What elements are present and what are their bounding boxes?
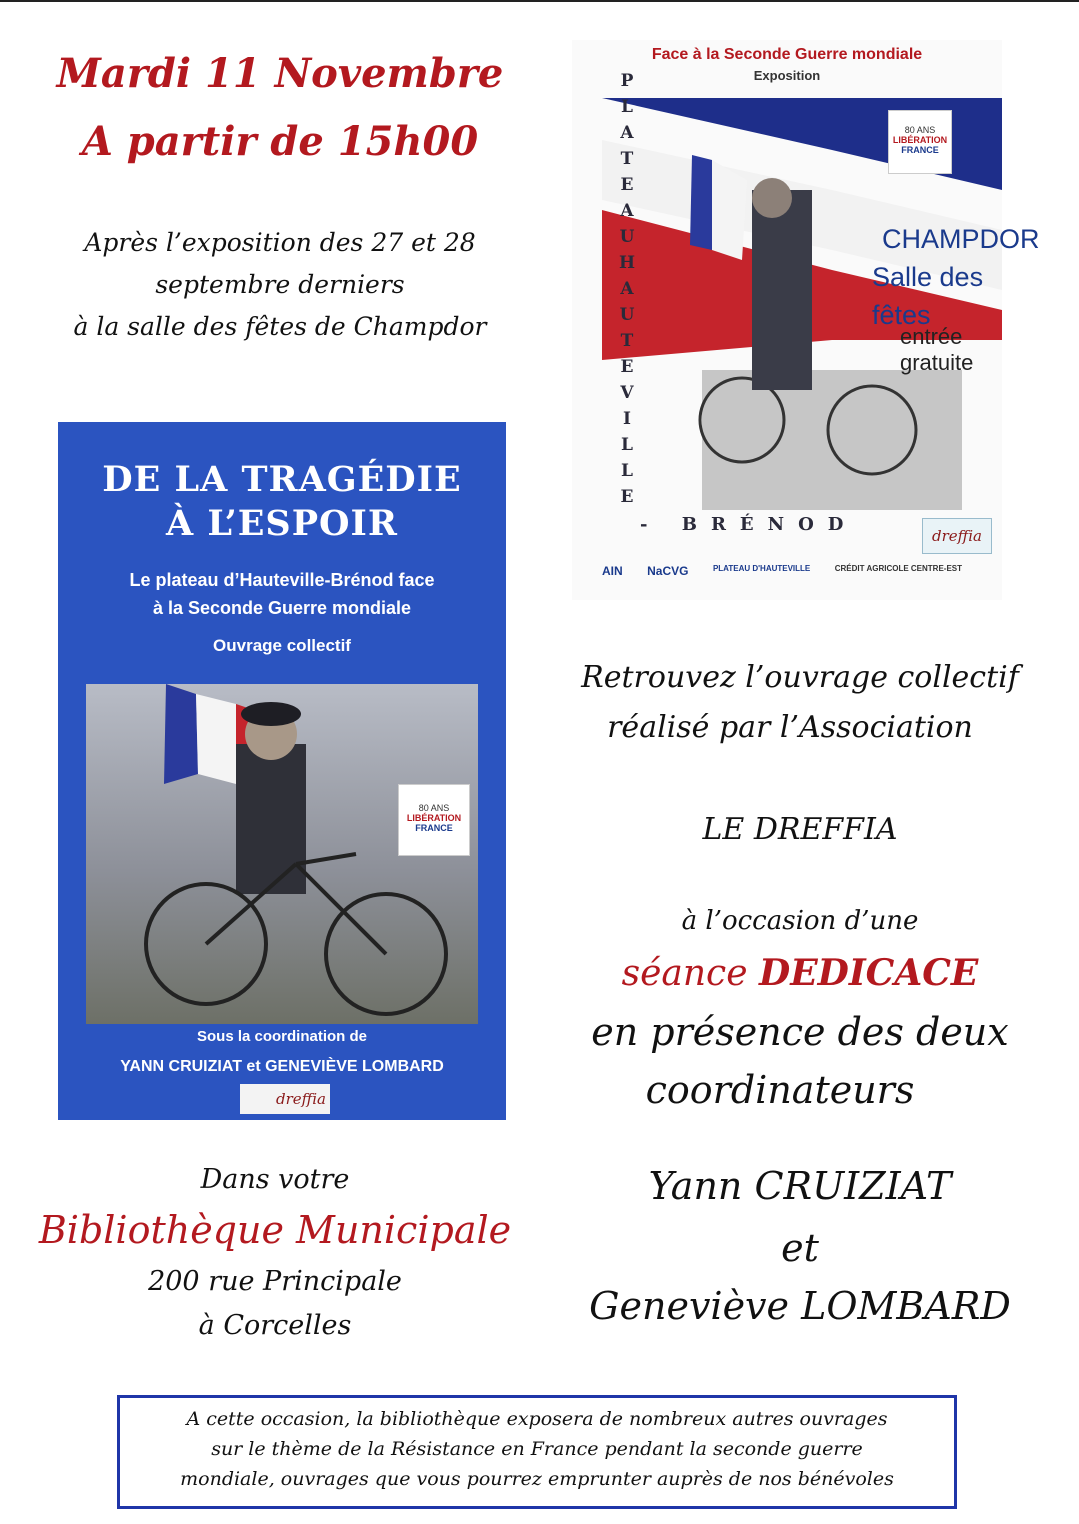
badge-line-2: LIBÉRATION xyxy=(892,135,948,145)
location-intro: Dans votre xyxy=(200,1164,350,1195)
liberation-badge xyxy=(888,110,952,174)
event-time: A partir de 15h00 xyxy=(81,118,479,165)
book-photo xyxy=(86,684,478,1024)
book-badge-line-2: LIBÉRATION xyxy=(406,813,462,823)
coordinator-name-1: Yann CRUIZIAT xyxy=(648,1164,952,1208)
logo-plateau: PLATEAU D'HAUTEVILLE xyxy=(712,564,811,573)
vertical-letter: V xyxy=(620,383,634,403)
book-liberation-badge xyxy=(398,784,470,856)
badge-line-3: FRANCE xyxy=(901,145,939,155)
top-border xyxy=(0,0,1079,2)
book-subtitle-line-1: Le plateau d’Hauteville-Brénod face xyxy=(129,570,435,590)
retrouvez-line-2: réalisé par l’Association xyxy=(607,710,973,745)
after-line-1: Après l’exposition des 27 et 28 xyxy=(84,228,476,257)
after-line-2: septembre derniers xyxy=(155,270,405,299)
logo-credit-agricole: CRÉDIT AGRICOLE CENTRE-EST xyxy=(834,564,962,573)
presence-line-2: coordinateurs xyxy=(645,1068,915,1112)
poster-brenod: - BRÉNOD xyxy=(640,514,858,535)
logo-ain: AIN xyxy=(602,564,623,578)
badge-line-1: 80 ANS xyxy=(904,125,936,135)
book-badge-line-1: 80 ANS xyxy=(418,803,450,813)
presence-line-1: en présence des deux xyxy=(591,1010,1009,1054)
venue-line-1: CHAMPDOR xyxy=(882,224,1040,254)
retrouvez-line-1: Retrouvez l’ouvrage collectif xyxy=(581,660,1019,695)
dedication-line xyxy=(540,952,1060,994)
book-subtitle-line-2: à la Seconde Guerre mondiale xyxy=(152,598,412,618)
book-title-line-2: À L’ESPOIR xyxy=(166,503,398,544)
occasion-line: à l’occasion d’une xyxy=(681,906,919,936)
book-title-line-1: DE LA TRAGÉDIE xyxy=(102,459,462,500)
poster-vertical-text xyxy=(618,68,636,510)
book-kind: Ouvrage collectif xyxy=(213,636,351,655)
note-line-1: A cette occasion, la bibliothèque exposera de nombreux autres ouvrages xyxy=(186,1408,888,1430)
vertical-letter: A xyxy=(620,123,634,143)
book-coordination-label: Sous la coordination de xyxy=(196,1028,368,1045)
association-name: LE DREFFIA xyxy=(702,812,898,847)
book-badge-line-3: FRANCE xyxy=(415,823,453,833)
library-name: Bibliothèque Municipale xyxy=(38,1208,512,1252)
vertical-letter: E xyxy=(620,487,634,507)
vertical-letter: P xyxy=(620,71,634,91)
book-subtitle xyxy=(58,566,506,622)
vertical-letter: A xyxy=(620,279,634,299)
vertical-letter: L xyxy=(621,435,633,455)
poster-subtitle: Exposition xyxy=(753,68,821,83)
vertical-letter: H xyxy=(618,253,636,273)
coordinator-name-2: Geneviève LOMBARD xyxy=(589,1284,1011,1328)
note-line-3: mondiale, ouvrages que vous pourrez emprunter auprès de nos bénévoles xyxy=(180,1468,894,1490)
book-coordinators: YANN CRUIZIAT et GENEVIÈVE LOMBARD xyxy=(120,1058,444,1075)
after-line-3: à la salle des fêtes de Champdor xyxy=(73,312,487,341)
poster-entry: entrée gratuite xyxy=(900,324,974,375)
book-publisher-logo: dreffia xyxy=(240,1084,330,1114)
logo-nacvg: NaCVG xyxy=(647,564,689,578)
seance-word: séance xyxy=(621,953,748,994)
vertical-letter: U xyxy=(619,227,635,247)
library-city: à Corcelles xyxy=(198,1310,352,1341)
book-title xyxy=(58,458,506,546)
vertical-letter: I xyxy=(623,409,631,429)
poster-venue xyxy=(872,220,1040,334)
poster-title: Face à la Seconde Guerre mondiale xyxy=(651,46,923,63)
poster-logos xyxy=(602,564,962,578)
event-date: Mardi 11 Novembre xyxy=(56,50,504,97)
vertical-letter: T xyxy=(620,331,634,351)
exhibition-poster xyxy=(572,40,1040,600)
vertical-letter: E xyxy=(620,357,634,377)
vertical-letter: L xyxy=(621,97,633,117)
vertical-letter: T xyxy=(620,149,634,169)
book-cover xyxy=(58,422,506,1120)
vertical-letter: U xyxy=(619,305,635,325)
dedicace-word: DEDICACE xyxy=(758,952,979,994)
poster-dreffia-logo: dreffia xyxy=(922,518,992,554)
coordinator-et: et xyxy=(781,1226,819,1270)
note-box xyxy=(117,1395,957,1509)
library-street: 200 rue Principale xyxy=(148,1266,402,1297)
vertical-letter: E xyxy=(620,175,634,195)
note-line-2: sur le thème de la Résistance en France pendant la seconde guerre xyxy=(211,1438,863,1460)
venue-line-2: Salle des fêtes xyxy=(872,262,984,330)
vertical-letter: A xyxy=(620,201,634,221)
vertical-letter: L xyxy=(621,461,633,481)
